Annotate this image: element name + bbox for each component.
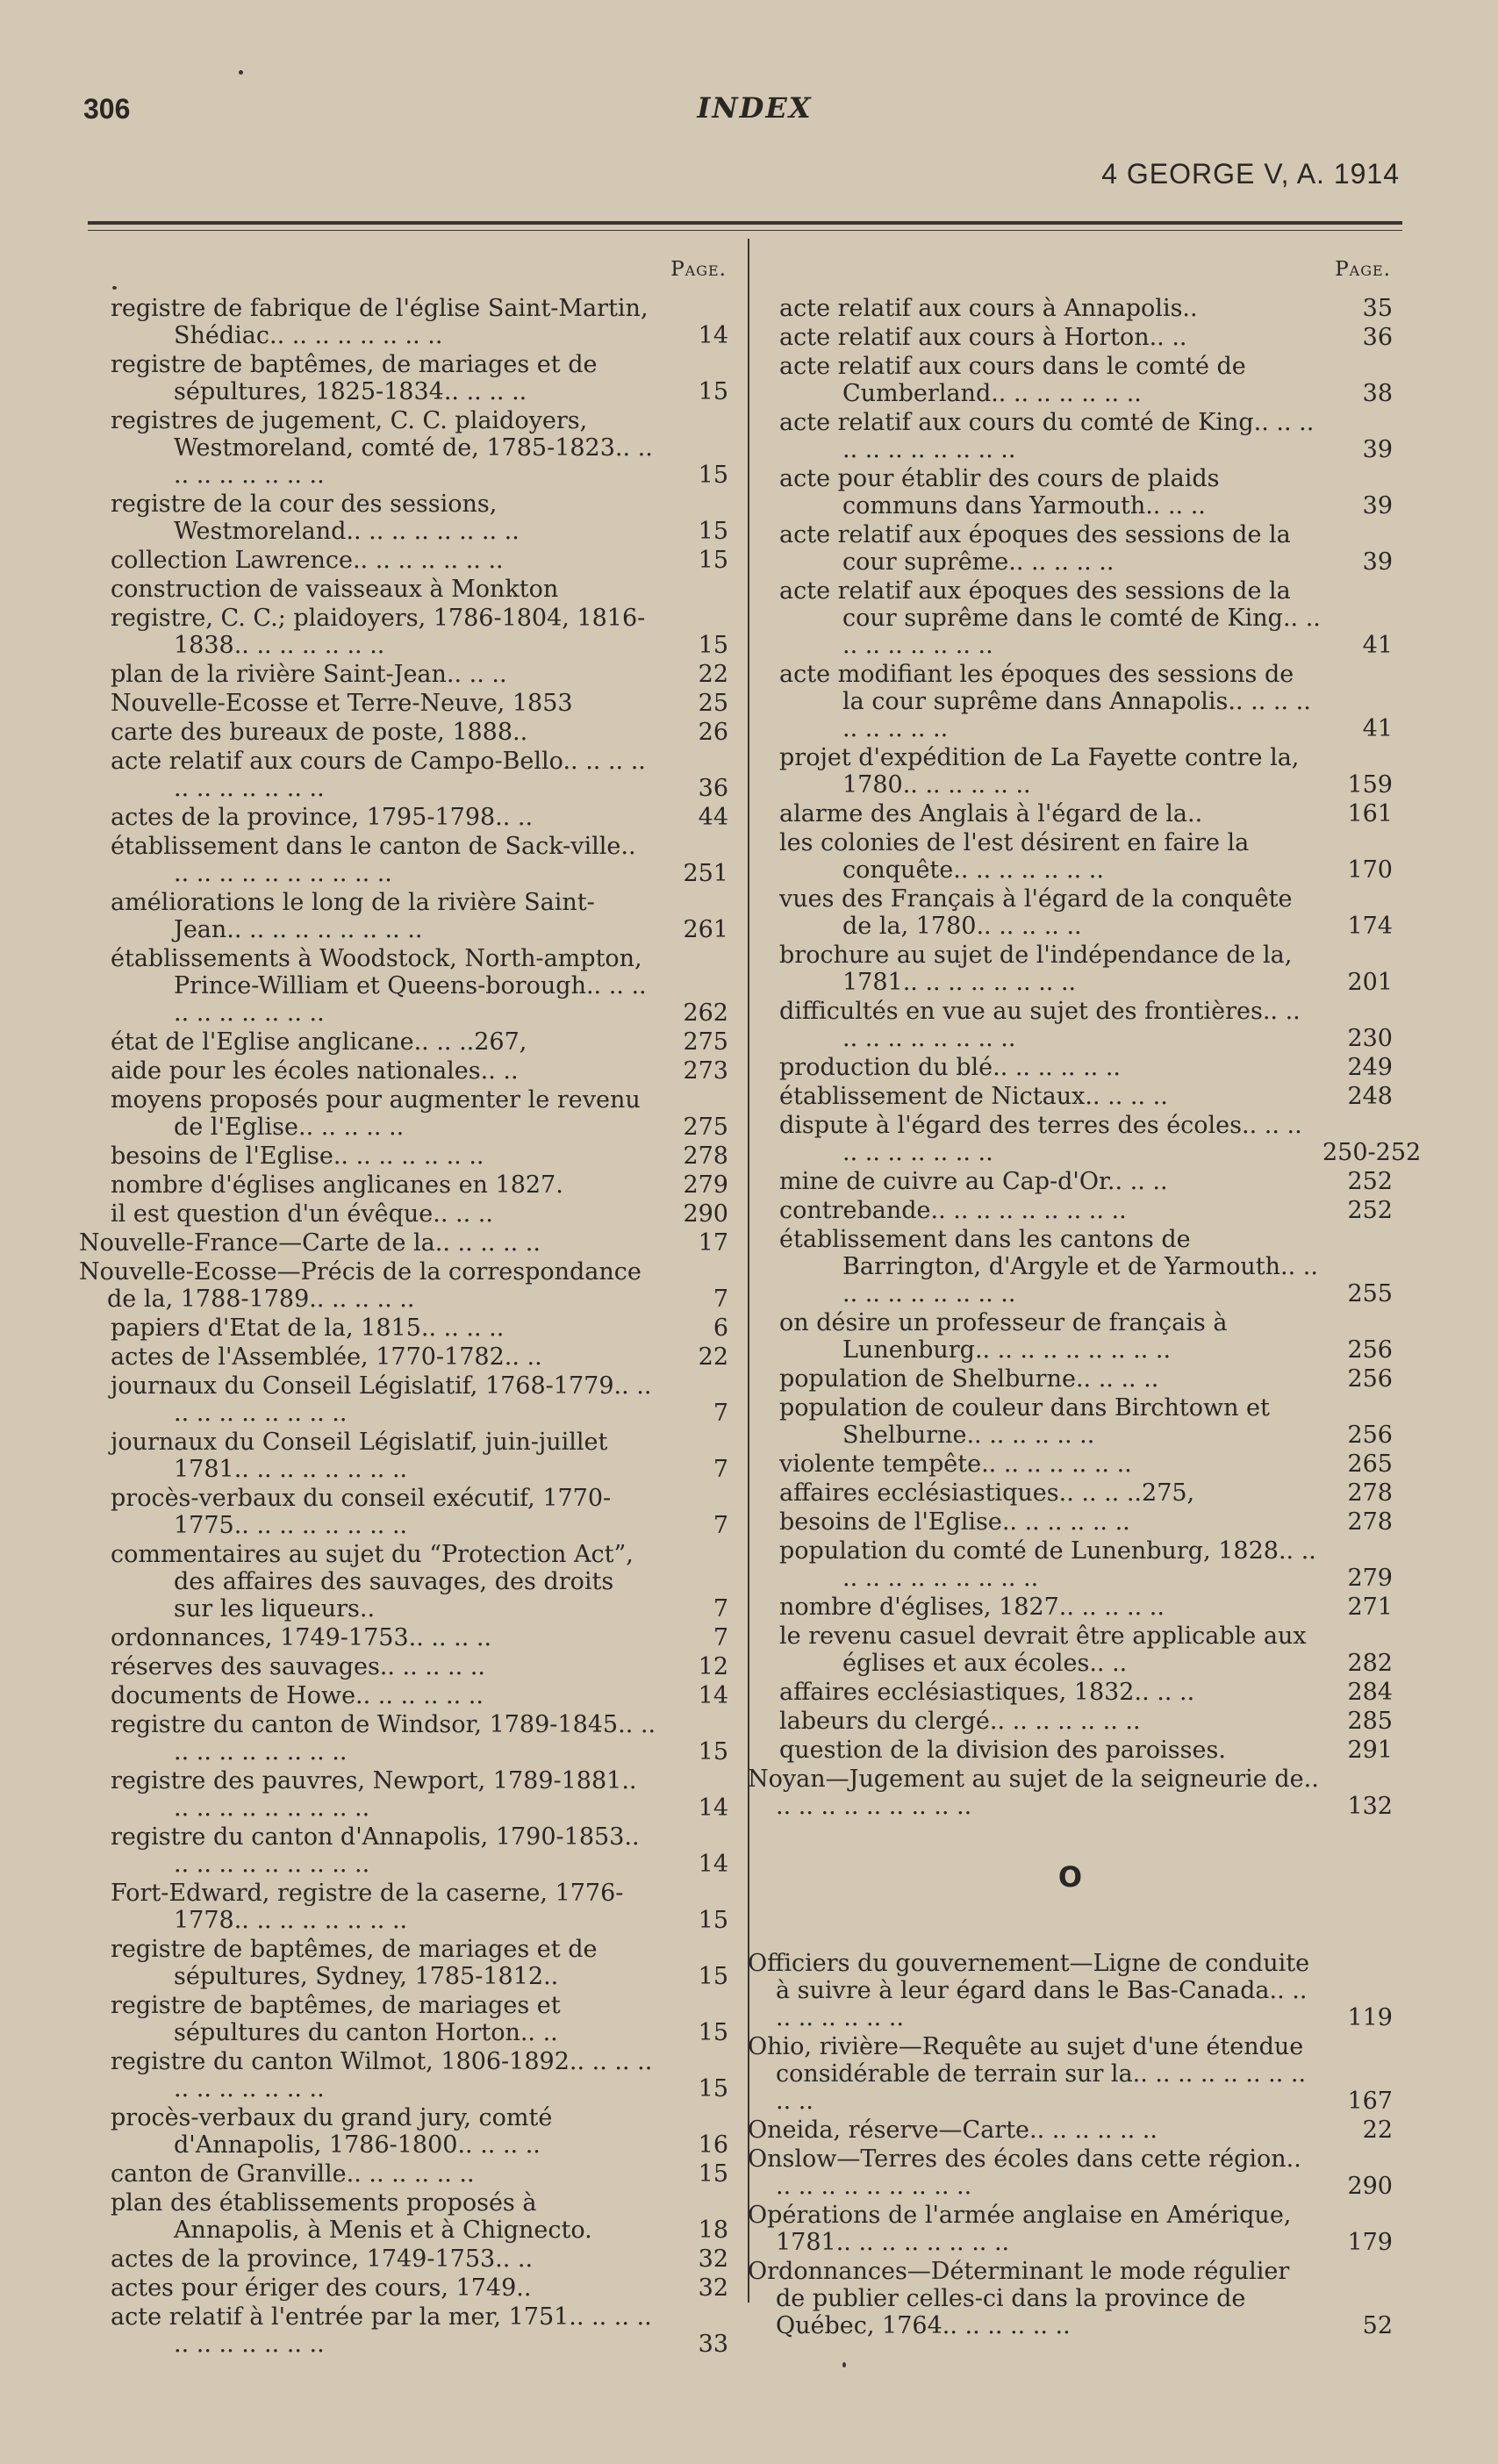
- index-entry: [79, 1142, 728, 1170]
- entry-text: Ohio, rivière—Requête au sujet d'une étendue considérable de terrain sur la.. .. .. .. .. .. .. .. .. ..: [748, 2033, 1307, 2115]
- entry-text: labeurs du clergé.. .. .. .. .. .. ..: [779, 1708, 1141, 1735]
- entry-text: contrebande.. .. .. .. .. .. .. .. ..: [779, 1197, 1127, 1224]
- entry-page: 36: [1362, 324, 1393, 351]
- entry-page: 256: [1347, 1336, 1393, 1364]
- entry-page: 251: [683, 860, 728, 887]
- entry-text: production du blé.. .. .. .. .. ..: [779, 1054, 1122, 1081]
- entry-page: 256: [1347, 1365, 1393, 1393]
- entry-text: affaires ecclésiastiques, 1832.. .. ..: [779, 1679, 1195, 1706]
- index-entry: [79, 1258, 728, 1313]
- entry-text: besoins de l'Eglise.. .. .. .. .. .. ..: [111, 1142, 484, 1170]
- right-entry-list: [748, 295, 1422, 1820]
- entry-page: 279: [683, 1171, 728, 1199]
- entry-text: établissements à Woodstock, North-ampton, Prince-William et Queens-borough.. .. .. .. .. .. .. .. .. ..: [111, 945, 647, 1027]
- entry-text: affaires ecclésiastiques.. .. .. ..275,: [779, 1479, 1195, 1507]
- entry-text: actes pour ériger des cours, 1749..: [111, 2274, 532, 2302]
- index-entry: [79, 576, 728, 603]
- entry-page: 291: [1347, 1737, 1393, 1764]
- index-entry: [79, 2274, 728, 2302]
- entry-text: on désire un professeur de français à Lunenburg.. .. .. .. .. .. .. .. ..: [779, 1309, 1228, 1364]
- index-entry: [748, 1950, 1393, 2031]
- o-entry-list: [748, 1950, 1393, 2339]
- entry-text: registre du canton d'Annapolis, 1790-1853.. .. .. .. .. .. .. .. .. ..: [111, 1823, 640, 1878]
- entry-text: registre de baptêmes, de mariages et de sépultures, 1825-1834.. .. .. ..: [111, 351, 598, 405]
- entry-page: 255: [1347, 1280, 1393, 1307]
- entry-page: 35: [1362, 295, 1393, 322]
- entry-text: établissement dans les cantons de Barrington, d'Argyle et de Yarmouth.. .. .. .. .. .. .. .. .. ..: [779, 1226, 1318, 1307]
- page-column-label: Page.: [1335, 258, 1391, 281]
- entry-text: plan des établissements proposés à Annapolis, à Menis et à Chignecto.: [111, 2189, 592, 2244]
- entry-page: 15: [698, 1738, 728, 1766]
- entry-page: 14: [698, 1851, 728, 1878]
- entry-text: collection Lawrence.. .. .. .. .. .. ..: [111, 547, 504, 574]
- entry-page: 39: [1362, 548, 1393, 576]
- entry-page: 32: [698, 2246, 728, 2273]
- entry-page: 7: [713, 1595, 728, 1622]
- entry-page: 262: [683, 999, 728, 1027]
- entry-text: nombre d'églises anglicanes en 1827.: [111, 1171, 563, 1199]
- header-rule-thin: [88, 230, 1402, 231]
- entry-text: documents de Howe.. .. .. .. .. ..: [111, 1682, 484, 1709]
- index-entry: [79, 1372, 728, 1427]
- index-entry: [748, 1679, 1393, 1706]
- entry-page: 119: [1347, 2004, 1393, 2031]
- entry-text: établissement dans le canton de Sack-ville.. .. .. .. .. .. .. .. .. .. ..: [111, 833, 636, 887]
- entry-page: 22: [698, 661, 728, 688]
- entry-text: acte relatif aux cours de Campo-Bello.. .. .. .. .. .. .. .. .. .. ..: [111, 748, 646, 802]
- entry-text: population de Shelburne.. .. .. ..: [779, 1365, 1159, 1393]
- entry-page: 250-252: [1322, 1139, 1422, 1166]
- entry-text: registre des pauvres, Newport, 1789-1881.. .. .. .. .. .. .. .. .. ..: [111, 1767, 637, 1822]
- index-entry: [79, 407, 728, 489]
- index-entry: [79, 690, 728, 717]
- index-entry: [748, 409, 1393, 463]
- index-entry: [79, 1541, 728, 1622]
- entry-page: 41: [1362, 632, 1393, 659]
- index-entry: [748, 1309, 1393, 1364]
- entry-page: 284: [1347, 1679, 1393, 1706]
- entry-text: établissement de Nictaux.. .. .. ..: [779, 1083, 1168, 1110]
- entry-page: 230: [1347, 1025, 1393, 1052]
- speck-mark: [112, 286, 117, 290]
- index-entry: [79, 1992, 728, 2046]
- entry-page: 248: [1347, 1083, 1393, 1110]
- entry-text: carte des bureaux de poste, 1888..: [111, 719, 528, 746]
- entry-text: Noyan—Jugement au sujet de la seigneurie de.. .. .. .. .. .. .. .. .. ..: [748, 1766, 1319, 1820]
- entry-page: 12: [698, 1653, 728, 1680]
- entry-page: 170: [1347, 856, 1393, 884]
- index-entry: [79, 1682, 728, 1709]
- index-entry: [748, 2202, 1393, 2256]
- entry-page: 41: [1362, 715, 1393, 742]
- index-entry: [748, 800, 1393, 827]
- index-entry: [748, 1112, 1422, 1166]
- entry-text: registre de baptêmes, de mariages et de sépultures, Sydney, 1785-1812..: [111, 1936, 598, 1990]
- index-entry: [748, 353, 1393, 407]
- index-entry: [79, 2048, 728, 2102]
- index-entry: [79, 2303, 728, 2358]
- index-entry: [79, 1711, 728, 1766]
- entry-page: 7: [713, 1286, 728, 1313]
- index-entry: [748, 661, 1393, 742]
- index-entry: [748, 2145, 1393, 2200]
- entry-page: 44: [698, 804, 728, 831]
- entry-page: 15: [698, 632, 728, 659]
- index-entry: [79, 547, 728, 574]
- entry-text: Nouvelle-France—Carte de la.. .. .. .. ..: [79, 1229, 541, 1257]
- entry-page: 6: [713, 1314, 728, 1342]
- entry-page: 15: [698, 518, 728, 545]
- entry-page: 16: [698, 2131, 728, 2159]
- speck-mark: [239, 70, 243, 75]
- entry-text: question de la division des paroisses.: [779, 1737, 1226, 1764]
- index-entry: [79, 1880, 728, 1934]
- entry-page: 285: [1347, 1708, 1393, 1735]
- right-column: [748, 258, 1422, 2341]
- entry-text: registre du canton de Windsor, 1789-1845.. .. .. .. .. .. .. .. .. ..: [111, 1711, 656, 1766]
- entry-page: 38: [1362, 380, 1393, 407]
- index-entry: [79, 605, 728, 659]
- left-column: [79, 258, 728, 2360]
- entry-page: 15: [698, 1963, 728, 1990]
- entry-page: 15: [698, 2075, 728, 2102]
- index-entry: [748, 1708, 1393, 1735]
- index-entry: [748, 1083, 1393, 1110]
- index-entry: [748, 829, 1393, 884]
- index-entry: [748, 1168, 1393, 1195]
- index-entry: [748, 2258, 1393, 2339]
- entry-text: registre, C. C.; plaidoyers, 1786-1804, 1816-1838.. .. .. .. .. .. ..: [111, 605, 646, 659]
- index-entry: [748, 885, 1393, 940]
- index-entry: [79, 1624, 728, 1651]
- index-entry: [748, 1737, 1393, 1764]
- entry-text: Officiers du gouvernement—Ligne de conduite à suivre à leur égard dans le Bas-Canada.. .. .. .. .. .. .. ..: [748, 1950, 1310, 2031]
- entry-text: état de l'Eglise anglicane.. .. ..267,: [111, 1028, 527, 1056]
- entry-page: 252: [1347, 1197, 1393, 1224]
- entry-text: registre de baptêmes, de mariages et sépultures du canton Horton.. ..: [111, 1992, 561, 2046]
- entry-text: acte relatif à l'entrée par la mer, 1751.. .. .. .. .. .. .. .. .. .. ..: [111, 2303, 652, 2358]
- entry-text: actes de l'Assemblée, 1770-1782.. ..: [111, 1343, 542, 1371]
- index-entry: [79, 1485, 728, 1539]
- index-entry: [79, 1343, 728, 1371]
- index-entry: [79, 1229, 728, 1257]
- index-entry: [748, 998, 1393, 1052]
- entry-text: le revenu casuel devrait être applicable aux églises et aux écoles.. ..: [779, 1622, 1307, 1677]
- entry-text: Fort-Edward, registre de la caserne, 1776-1778.. .. .. .. .. .. .. ..: [111, 1880, 624, 1934]
- index-entry: [79, 748, 728, 802]
- index-entry: [79, 2160, 728, 2188]
- entry-text: population de couleur dans Birchtown et Shelburne.. .. .. .. .. ..: [779, 1394, 1270, 1449]
- index-entry: [748, 1508, 1393, 1536]
- entry-text: canton de Granville.. .. .. .. .. ..: [111, 2160, 475, 2188]
- entry-text: actes de la province, 1795-1798.. ..: [111, 804, 534, 831]
- entry-text: acte relatif aux époques des sessions de la cour suprême.. .. .. .. ..: [779, 521, 1291, 576]
- entry-page: 15: [698, 547, 728, 574]
- entry-text: plan de la rivière Saint-Jean.. .. ..: [111, 661, 507, 688]
- entry-page: 15: [698, 378, 728, 405]
- index-entry: [748, 1054, 1393, 1081]
- index-entry: [79, 1429, 728, 1483]
- index-entry: [79, 1028, 728, 1056]
- index-entry: [79, 351, 728, 405]
- entry-text: actes de la province, 1749-1753.. ..: [111, 2246, 534, 2273]
- entry-text: améliorations le long de la rivière Saint-Jean.. .. .. .. .. .. .. .. ..: [111, 889, 595, 943]
- entry-page: 14: [698, 322, 728, 349]
- entry-page: 52: [1362, 2312, 1393, 2339]
- index-entry: [79, 1767, 728, 1822]
- entry-page: 174: [1347, 913, 1393, 940]
- entry-page: 161: [1347, 800, 1393, 827]
- index-entry: [79, 2246, 728, 2273]
- entry-page: 179: [1347, 2229, 1393, 2256]
- entry-text: Oneida, réserve—Carte.. .. .. .. .. ..: [748, 2117, 1158, 2144]
- entry-text: journaux du Conseil Législatif, 1768-1779.. .. .. .. .. .. .. .. .. ..: [111, 1372, 652, 1427]
- entry-text: commentaires au sujet du “Protection Act”, des affaires des sauvages, des droits sur les liqueurs..: [111, 1541, 634, 1622]
- entry-page: 7: [713, 1624, 728, 1651]
- speck-mark: [842, 2362, 846, 2367]
- entry-text: acte pour établir des cours de plaids communs dans Yarmouth.. .. ..: [779, 465, 1220, 519]
- section-letter: O: [1057, 1860, 1083, 1894]
- entry-text: brochure au sujet de l'indépendance de la, 1781.. .. .. .. .. .. .. ..: [779, 942, 1293, 996]
- entry-text: ordonnances, 1749-1753.. .. .. ..: [111, 1624, 492, 1651]
- entry-page: 25: [698, 690, 728, 717]
- entry-text: procès-verbaux du conseil exécutif, 1770-1775.. .. .. .. .. .. .. ..: [111, 1485, 612, 1539]
- entry-text: acte relatif aux cours dans le comté de Cumberland.. .. .. .. .. .. ..: [779, 353, 1246, 407]
- entry-page: 252: [1347, 1168, 1393, 1195]
- index-entry: [748, 1365, 1393, 1393]
- entry-page: 26: [698, 719, 728, 746]
- entry-page: 159: [1347, 771, 1393, 799]
- index-entry: [748, 1197, 1393, 1224]
- index-entry: [79, 1936, 728, 1990]
- entry-page: 279: [1347, 1565, 1393, 1592]
- index-entry: [79, 491, 728, 545]
- index-entry: [79, 719, 728, 746]
- index-entry: [748, 1394, 1393, 1449]
- entry-text: acte relatif aux cours du comté de King.. .. .. .. .. .. .. .. .. .. ..: [779, 409, 1315, 463]
- index-entry: [79, 2104, 728, 2159]
- entry-page: 15: [698, 2019, 728, 2046]
- index-entry: [79, 1823, 728, 1878]
- entry-text: registre de fabrique de l'église Saint-Martin, Shédiac.. .. .. .. .. .. .. ..: [111, 295, 649, 349]
- entry-text: Ordonnances—Déterminant le mode régulier de publier celles-ci dans la province de Québec, 1764.. .. .. .. .. ..: [748, 2258, 1290, 2339]
- index-entry: [748, 942, 1393, 996]
- running-title: INDEX: [697, 91, 813, 125]
- entry-text: difficultés en vue au sujet des frontières.. .. .. .. .. .. .. .. .. ..: [779, 998, 1301, 1052]
- index-entry: [79, 661, 728, 688]
- page-number: 306: [83, 93, 131, 125]
- index-entry: [748, 1622, 1393, 1677]
- entry-page: 7: [713, 1456, 728, 1483]
- left-entry-list: [79, 295, 728, 2358]
- entry-text: registres de jugement, C. C. plaidoyers, Westmoreland, comté de, 1785-1823.. .. .. .. .. .. .. .. ..: [111, 407, 653, 489]
- index-entry: [748, 521, 1393, 576]
- entry-text: alarme des Anglais à l'égard de la..: [779, 800, 1203, 827]
- entry-page: 18: [698, 2217, 728, 2244]
- entry-text: procès-verbaux du grand jury, comté d'Annapolis, 1786-1800.. .. .. ..: [111, 2104, 553, 2159]
- header-rule: [88, 221, 1402, 225]
- entry-text: violente tempête.. .. .. .. .. .. ..: [779, 1450, 1132, 1478]
- entry-text: vues des Français à l'égard de la conquête de la, 1780.. .. .. .. ..: [779, 885, 1293, 940]
- entry-page: 17: [698, 1229, 728, 1257]
- entry-text: Onslow—Terres des écoles dans cette région.. .. .. .. .. .. .. .. .. ..: [748, 2145, 1301, 2200]
- entry-text: dispute à l'égard des terres des écoles.. .. .. .. .. .. .. .. .. ..: [779, 1112, 1302, 1166]
- entry-text: papiers d'Etat de la, 1815.. .. .. ..: [111, 1314, 505, 1342]
- entry-text: aide pour les écoles nationales.. ..: [111, 1057, 519, 1085]
- entry-page: 7: [713, 1512, 728, 1539]
- entry-text: il est question d'un évêque.. .. ..: [111, 1200, 493, 1228]
- entry-text: journaux du Conseil Législatif, juin-juillet 1781.. .. .. .. .. .. .. ..: [111, 1429, 608, 1483]
- index-entry: [79, 1653, 728, 1680]
- entry-page: 278: [1347, 1508, 1393, 1536]
- entry-page: 15: [698, 1907, 728, 1934]
- index-entry: [79, 1200, 728, 1228]
- index-entry: [79, 804, 728, 831]
- entry-text: construction de vaisseaux à Monkton: [111, 576, 559, 603]
- entry-page: 271: [1347, 1594, 1393, 1621]
- index-entry: [748, 1537, 1393, 1592]
- entry-page: 256: [1347, 1422, 1393, 1449]
- entry-page: 273: [683, 1057, 728, 1085]
- entry-text: projet d'expédition de La Fayette contre la, 1780.. .. .. .. .. ..: [779, 744, 1300, 799]
- entry-page: 278: [1347, 1479, 1393, 1507]
- index-entry: [79, 2189, 728, 2244]
- session-label: 4 GEORGE V, A. 1914: [1101, 158, 1400, 190]
- entry-page: 22: [698, 1343, 728, 1371]
- entry-page: 278: [683, 1142, 728, 1170]
- entry-page: 15: [698, 2160, 728, 2188]
- index-entry: [748, 1594, 1393, 1621]
- index-entry: [79, 1057, 728, 1085]
- index-entry: [748, 2117, 1393, 2144]
- entry-page: 36: [698, 775, 728, 802]
- index-entry: [748, 1766, 1393, 1820]
- entry-page: 249: [1347, 1054, 1393, 1081]
- entry-page: 290: [683, 1200, 728, 1228]
- entry-page: 14: [698, 1682, 728, 1709]
- entry-text: moyens proposés pour augmenter le revenu de l'Eglise.. .. .. .. ..: [111, 1086, 641, 1141]
- entry-page: 7: [713, 1400, 728, 1427]
- entry-text: Nouvelle-Ecosse—Précis de la correspondance de la, 1788-1789.. .. .. .. ..: [79, 1258, 641, 1313]
- entry-page: 15: [698, 462, 728, 489]
- index-entry: [748, 295, 1393, 322]
- index-entry: [79, 1314, 728, 1342]
- entry-text: les colonies de l'est désirent en faire la conquête.. .. .. .. .. .. ..: [779, 829, 1250, 884]
- index-entry: [79, 889, 728, 943]
- entry-page: 167: [1347, 2088, 1393, 2115]
- entry-text: besoins de l'Eglise.. .. .. .. .. ..: [779, 1508, 1130, 1536]
- entry-text: acte relatif aux cours à Annapolis..: [779, 295, 1198, 322]
- entry-page: 201: [1347, 969, 1393, 996]
- entry-page: 39: [1362, 436, 1393, 463]
- index-entry: [79, 295, 728, 349]
- entry-text: registre de la cour des sessions, Westmoreland.. .. .. .. .. .. .. ..: [111, 491, 520, 545]
- page-column-label: Page.: [670, 258, 727, 281]
- index-entry: [79, 945, 728, 1027]
- entry-text: Opérations de l'armée anglaise en Amérique, 1781.. .. .. .. .. .. .. ..: [748, 2202, 1292, 2256]
- entry-page: 132: [1347, 1793, 1393, 1820]
- entry-text: population du comté de Lunenburg, 1828.. .. .. .. .. .. .. .. .. .. ..: [779, 1537, 1316, 1592]
- entry-text: mine de cuivre au Cap-d'Or.. .. ..: [779, 1168, 1168, 1195]
- index-entry: [748, 465, 1393, 519]
- index-entry: [748, 1450, 1393, 1478]
- index-entry: [748, 577, 1393, 659]
- entry-page: 275: [683, 1114, 728, 1141]
- index-entry: [748, 1226, 1393, 1307]
- entry-page: 290: [1347, 2173, 1393, 2200]
- index-entry: [79, 1086, 728, 1141]
- entry-page: 261: [683, 916, 728, 943]
- index-entry: [748, 744, 1393, 799]
- entry-page: 33: [698, 2331, 728, 2358]
- entry-text: acte relatif aux époques des sessions de la cour suprême dans le comté de King.. .. .. .. .. .. .. .. ..: [779, 577, 1321, 659]
- entry-text: réserves des sauvages.. .. .. .. ..: [111, 1653, 485, 1680]
- entry-text: registre du canton Wilmot, 1806-1892.. .. .. .. .. .. .. .. .. .. ..: [111, 2048, 653, 2102]
- entry-page: 39: [1362, 492, 1393, 519]
- index-entry: [748, 1479, 1393, 1507]
- index-entry: [748, 2033, 1393, 2115]
- entry-page: 14: [698, 1794, 728, 1822]
- entry-page: 275: [683, 1028, 728, 1056]
- entry-text: nombre d'églises, 1827.. .. .. .. ..: [779, 1594, 1165, 1621]
- entry-page: 282: [1347, 1650, 1393, 1677]
- index-entry: [79, 833, 728, 887]
- entry-page: 265: [1347, 1450, 1393, 1478]
- index-entry: [748, 324, 1393, 351]
- index-entry: [79, 1171, 728, 1199]
- entry-page: 32: [698, 2274, 728, 2302]
- entry-text: Nouvelle-Ecosse et Terre-Neuve, 1853: [111, 690, 573, 717]
- entry-page: 22: [1362, 2117, 1393, 2144]
- entry-text: acte modifiant les époques des sessions de la cour suprême dans Annapolis.. .. .. .. .. .. .. .. ..: [779, 661, 1311, 742]
- entry-text: acte relatif aux cours à Horton.. ..: [779, 324, 1187, 351]
